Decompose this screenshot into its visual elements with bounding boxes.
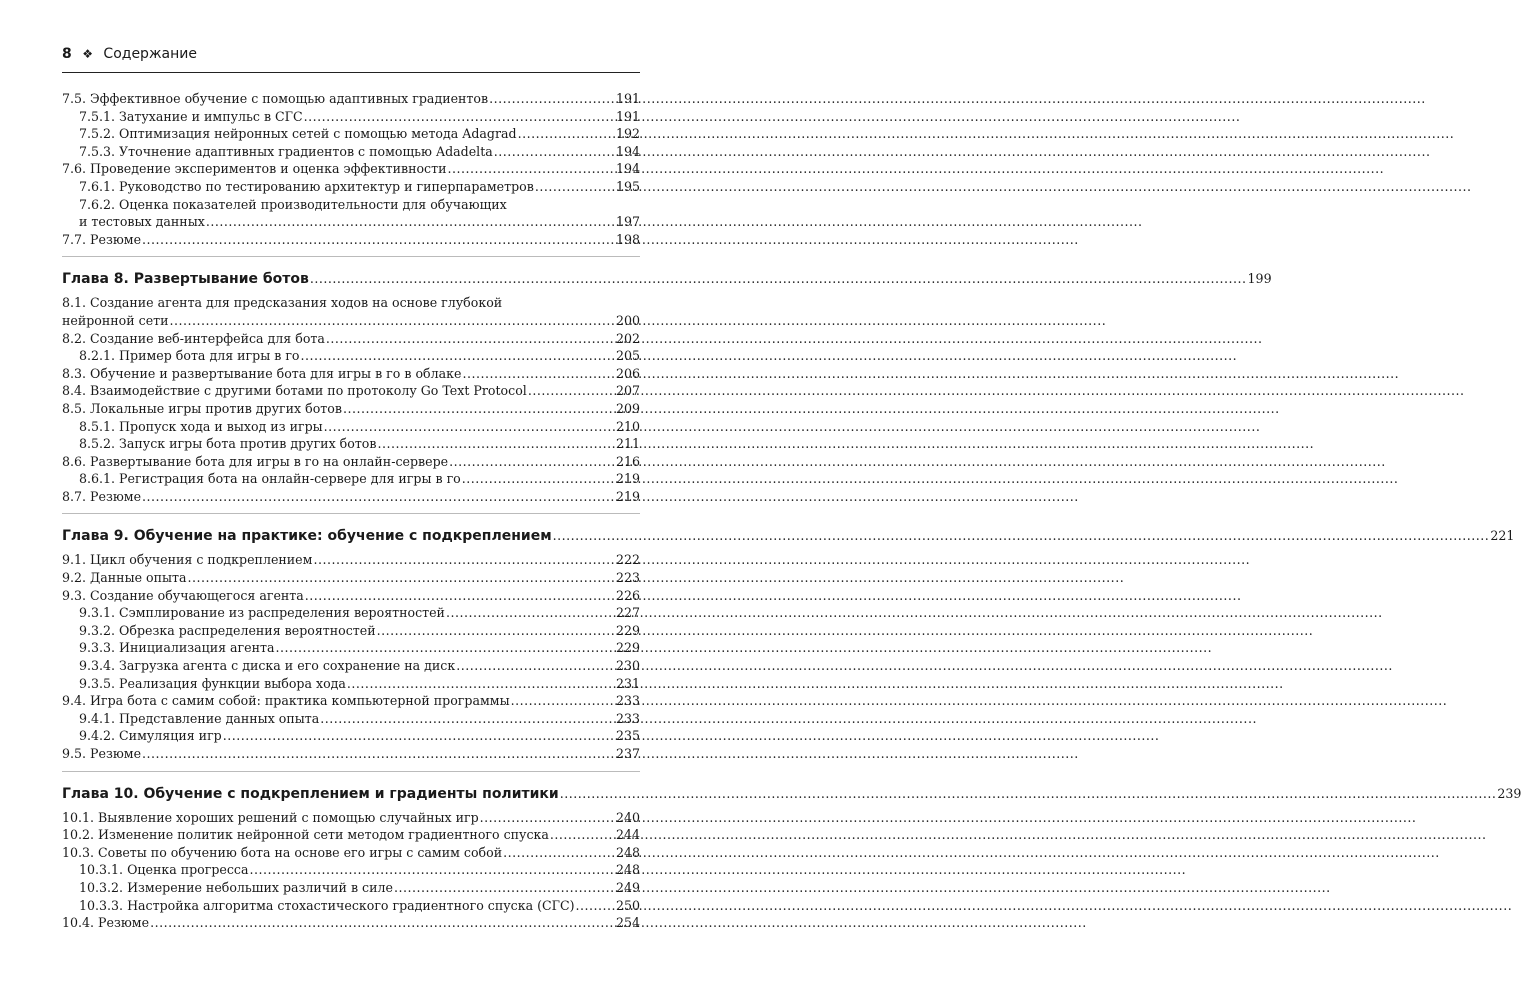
dot-leader: [550, 826, 615, 844]
entry-title: 7.7. Резюме: [62, 231, 142, 247]
page-ref: 209: [615, 400, 640, 416]
dot-leader: [301, 347, 615, 365]
entry-title: 10.2. Изменение политик нейронной сети методом градиентного спуска: [62, 827, 549, 843]
toc-entry[interactable]: [62, 470, 640, 488]
page-ref: 248: [615, 844, 640, 860]
entry-title: 10.3. Советы по обучению бота на основе его игры с самим собой: [62, 844, 503, 860]
dot-leader: [310, 269, 1247, 289]
toc-entry[interactable]: [62, 160, 640, 178]
entry-title: 9.5. Резюме: [62, 746, 142, 761]
page-ref: 197: [615, 214, 640, 230]
page-ref: 191: [615, 91, 640, 106]
page-ref: 195: [615, 178, 640, 194]
entry-title: 8.2. Создание веб-интерфейса для бота: [62, 330, 325, 346]
chapter-heading[interactable]: [62, 526, 1515, 546]
dot-leader: [553, 526, 1490, 546]
entry-title: 8.6. Развертывание бота для игры в го на онлайн-сервере: [62, 453, 449, 469]
toc-entry[interactable]: [62, 657, 640, 675]
page-ref: 223: [615, 570, 640, 586]
page-ref: 221: [1490, 528, 1515, 544]
entry-title: 9.3.4. Загрузка агента с диска и его сохранение на диск: [79, 658, 456, 674]
dot-leader: [320, 710, 615, 728]
toc-entry[interactable]: [62, 861, 640, 879]
page-ref: 207: [615, 383, 640, 399]
page-ref: 227: [615, 605, 640, 621]
chapter-separator: [62, 256, 640, 257]
entry-title: 8.5.2. Запуск игры бота против других ботов: [79, 436, 377, 452]
dot-leader: [511, 692, 615, 710]
dot-leader: [462, 470, 615, 488]
page-ref: 219: [615, 488, 640, 504]
page-ref: 198: [615, 231, 640, 247]
entry-title: 8.3. Обучение и развертывание бота для игры в го в облаке: [62, 365, 462, 381]
toc-entry[interactable]: [62, 675, 640, 693]
page-ref: 235: [615, 728, 640, 744]
page-ref: 231: [615, 675, 640, 691]
entry-title: 9.4.1. Представление данных опыта: [79, 710, 320, 726]
dot-leader: [343, 400, 615, 418]
dot-leader: [456, 657, 615, 675]
chapter-heading[interactable]: [62, 269, 1272, 289]
dot-leader: [447, 160, 614, 178]
chapter-separator: [62, 771, 640, 772]
toc-entry-line[interactable]: 7.6.2. Оценка показателей производительности для обучающих: [79, 196, 507, 212]
dot-leader: [249, 861, 614, 879]
toc-entry[interactable]: [62, 844, 640, 862]
page-ref: 229: [615, 640, 640, 656]
dot-leader: [347, 675, 615, 693]
dot-leader: [275, 639, 614, 657]
toc-entry[interactable]: [62, 488, 640, 506]
page-ref: 199: [1247, 271, 1272, 287]
toc-entry[interactable]: [62, 400, 640, 418]
running-title: Содержание: [103, 46, 197, 62]
toc-entry[interactable]: [62, 418, 640, 436]
dot-leader: [223, 727, 615, 745]
toc-entry[interactable]: [62, 809, 640, 827]
page-ref: 249: [615, 879, 640, 895]
entry-title: 8.5. Локальные игры против других ботов: [62, 400, 342, 416]
chapter-separator: [62, 513, 640, 514]
dot-leader: [326, 330, 615, 348]
toc-entry[interactable]: [62, 330, 640, 348]
dot-leader: [305, 587, 615, 605]
toc-entry[interactable]: [62, 914, 640, 932]
toc-entry[interactable]: [62, 879, 640, 897]
entry-title: 7.5.2. Оптимизация нейронных сетей с помощью метода Adagrad: [79, 126, 517, 142]
toc-entry[interactable]: [62, 382, 640, 400]
entry-title: 9.4. Игра бота с самим собой: практика компьютерной программы: [62, 693, 510, 709]
page-ref: 233: [615, 710, 640, 726]
page-ref: 219: [615, 471, 640, 487]
entry-title: 8.7. Резюме: [62, 488, 142, 504]
toc-entry[interactable]: [62, 231, 640, 249]
toc-entry[interactable]: [62, 639, 640, 657]
entry-title: 7.6. Проведение экспериментов и оценка эффективности: [62, 161, 447, 177]
page-ref: 226: [615, 587, 640, 603]
entry-title: 9.3. Создание обучающегося агента: [62, 587, 304, 603]
dot-leader: [142, 488, 615, 506]
dot-leader: [313, 551, 615, 569]
dot-leader: [150, 914, 615, 932]
table-of-contents: [62, 90, 1521, 932]
page-ref: 211: [615, 436, 640, 452]
dot-leader: [446, 604, 615, 622]
entry-title: 10.1. Выявление хороших решений с помощью случайных игр: [62, 809, 479, 825]
toc-entry[interactable]: [62, 213, 640, 231]
toc-entry[interactable]: [62, 745, 640, 763]
page-ref: 250: [615, 897, 640, 913]
toc-entry[interactable]: [62, 604, 640, 622]
entry-title: 8.6.1. Регистрация бота на онлайн-сервере для игры в го: [79, 471, 461, 487]
page-ref: 230: [615, 658, 640, 674]
entry-title: 9.3.2. Обрезка распределения вероятностей: [79, 622, 376, 638]
entry-title: 9.3.3. Инициализация агента: [79, 640, 275, 656]
dot-leader: [503, 844, 615, 862]
toc-entry[interactable]: [62, 90, 640, 108]
toc-entry[interactable]: [62, 622, 640, 640]
page-ref: 240: [615, 809, 640, 825]
dot-leader: [324, 418, 615, 436]
entry-title: 10.4. Резюме: [62, 915, 150, 931]
entry-title: 8.4. Взаимодействие с другими ботами по протоколу Go Text Protocol: [62, 383, 527, 399]
dot-leader: [142, 745, 615, 763]
dot-leader: [377, 622, 615, 640]
page-ref: 244: [615, 827, 640, 843]
page-number: 8: [62, 46, 72, 62]
dot-leader: [170, 312, 615, 330]
page-ref: 248: [615, 862, 640, 878]
toc-entry[interactable]: [62, 569, 640, 587]
toc-entry[interactable]: [62, 897, 640, 915]
toc-entry[interactable]: [62, 347, 640, 365]
dot-leader: [480, 809, 615, 827]
toc-entry-line[interactable]: 8.1. Создание агента для предсказания ходов на основе глубокой: [62, 295, 503, 311]
page-ref: 222: [615, 552, 640, 568]
dot-leader: [560, 784, 1497, 804]
dot-leader: [188, 569, 615, 587]
entry-title: 9.3.1. Сэмплирование из распределения вероятностей: [79, 605, 445, 621]
dot-leader: [377, 435, 614, 453]
page-ref: 205: [615, 348, 640, 364]
toc-entry[interactable]: [62, 727, 640, 745]
toc-entry[interactable]: [62, 108, 640, 126]
toc-entry[interactable]: [62, 710, 640, 728]
page-ref: 200: [615, 312, 640, 328]
page-ref: 229: [615, 622, 640, 638]
entry-title: 7.5.3. Уточнение адаптивных градиентов с помощью Adadelta: [79, 143, 493, 159]
dot-leader: [576, 897, 615, 915]
toc-entry[interactable]: [62, 178, 640, 196]
entry-title: 7.5.1. Затухание и импульс в СГС: [79, 108, 303, 124]
entry-title: и тестовых данных: [79, 214, 205, 230]
dot-leader: [518, 125, 615, 143]
entry-title: нейронной сети: [62, 312, 169, 328]
dot-leader: [142, 231, 615, 249]
page-ref: 191: [615, 108, 640, 124]
chapter-title: Глава 9. Обучение на практике: обучение с подкреплением: [62, 528, 552, 545]
page-ref: 237: [615, 746, 640, 761]
page-ref: 194: [615, 161, 640, 177]
page-ref: 192: [615, 126, 640, 142]
page-ref: 206: [615, 365, 640, 381]
toc-entry[interactable]: [62, 692, 640, 710]
toc-entry[interactable]: [62, 587, 640, 605]
page-ref: 233: [615, 693, 640, 709]
dot-leader: [528, 382, 615, 400]
dot-leader: [206, 213, 615, 231]
entry-title: 7.6.1. Руководство по тестированию архитектур и гиперпараметров: [79, 178, 534, 194]
chapter-title: Глава 8. Развертывание ботов: [62, 271, 309, 288]
entry-title: 8.2.1. Пример бота для игры в го: [79, 348, 300, 364]
dot-leader: [494, 143, 615, 161]
entry-title: 8.5.1. Пропуск хода и выход из игры: [79, 418, 323, 434]
toc-entry[interactable]: [62, 435, 640, 453]
page-ref: 239: [1497, 785, 1521, 801]
toc-entry[interactable]: [62, 365, 640, 383]
page-ref: 254: [615, 915, 640, 931]
entry-title: 10.3.3. Настройка алгоритма стохастического градиентного спуска (СГС): [79, 897, 575, 913]
toc-entry[interactable]: [62, 143, 640, 161]
toc-entry[interactable]: [62, 312, 640, 330]
dot-leader: [489, 90, 615, 108]
page-ref: 216: [615, 453, 640, 469]
chapter-title: Глава 10. Обучение с подкреплением и градиенты политики: [62, 785, 559, 802]
toc-entry[interactable]: [62, 453, 640, 471]
entry-title: 9.2. Данные опыта: [62, 570, 187, 586]
page-ref: 194: [615, 143, 640, 159]
toc-entry[interactable]: [62, 125, 640, 143]
page-ref: 210: [615, 418, 640, 434]
page-ref: 202: [615, 330, 640, 346]
entry-title: 9.1. Цикл обучения с подкреплением: [62, 552, 313, 568]
dot-leader: [304, 108, 615, 126]
dot-leader: [535, 178, 615, 196]
entry-title: 10.3.2. Измерение небольших различий в силе: [79, 879, 393, 895]
entry-title: 7.5. Эффективное обучение с помощью адаптивных градиентов: [62, 91, 489, 106]
chapter-heading[interactable]: [62, 784, 1521, 804]
running-header: [62, 46, 640, 73]
entry-title: 9.4.2. Симуляция игр: [79, 728, 222, 744]
dot-leader: [462, 365, 615, 383]
dot-leader: [449, 453, 615, 471]
ornament-icon: ❖: [82, 47, 93, 61]
entry-title: 9.3.5. Реализация функции выбора хода: [79, 675, 346, 691]
entry-title: 10.3.1. Оценка прогресса: [79, 862, 249, 878]
toc-entry[interactable]: [62, 826, 640, 844]
dot-leader: [394, 879, 615, 897]
toc-entry[interactable]: [62, 551, 640, 569]
